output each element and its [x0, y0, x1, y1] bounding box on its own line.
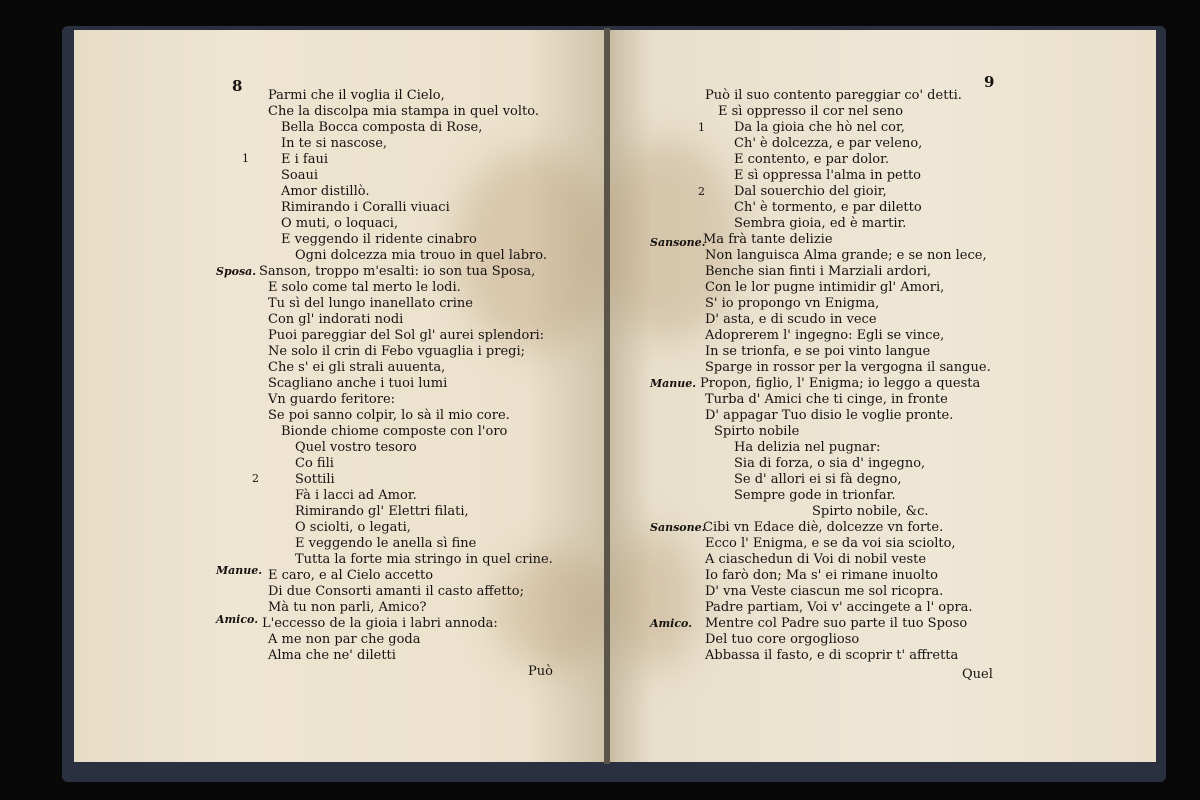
text-line: Sempre gode in trionfar. [734, 488, 896, 503]
text-line: Tu sì del lungo inanellato crine [268, 296, 473, 311]
speaker-label: Sansone. [650, 521, 706, 534]
text-line: Ecco l' Enigma, e se da voi sia sciolto, [705, 536, 956, 551]
text-line: Ma frà tante delizie [703, 232, 833, 247]
text-line: Sia di forza, o sia d' ingegno, [734, 456, 926, 471]
text-line: Ne solo il crin di Febo vguaglia i pregi; [268, 344, 526, 359]
text-line: E sì oppressa l'alma in petto [734, 168, 921, 183]
catchword-right: Quel [962, 667, 993, 682]
text-line: Adoprerem l' ingegno: Egli se vince, [705, 328, 945, 343]
text-line: Con gl' indorati nodi [268, 312, 404, 327]
text-line: Co fili [295, 456, 334, 471]
speaker-label: Sposa. [216, 265, 257, 278]
text-line: D' vna Veste ciascun me sol ricopra. [705, 584, 944, 599]
text-line: Parmi che il voglia il Cielo, [268, 88, 445, 103]
text-line: Bella Bocca composta di Rose, [281, 120, 483, 135]
page-number-left: 8 [232, 77, 243, 95]
text-line: Puoi pareggiar del Sol gl' aurei splendori: [268, 328, 545, 343]
text-line: E veggendo il ridente cinabro [281, 232, 477, 247]
text-line: A ciaschedun di Voi di nobil veste [705, 552, 927, 567]
text-line: E caro, e al Cielo accetto [268, 568, 434, 583]
page-number-right: 9 [984, 73, 995, 91]
text-line: Cibi vn Edace diè, dolcezze vn forte. [703, 520, 944, 535]
text-line: Ch' è tormento, e par diletto [734, 200, 922, 215]
text-line: Ch' è dolcezza, e par veleno, [734, 136, 923, 151]
text-line: Se poi sanno colpir, lo sà il mio core. [268, 408, 510, 423]
text-line: Mentre col Padre suo parte il tuo Sposo [705, 616, 968, 631]
text-line: Tutta la forte mia stringo in quel crine. [295, 552, 553, 567]
margin-mark: 1 [698, 121, 705, 134]
text-line: Sottili [295, 472, 335, 487]
text-line: Può il suo contento pareggiar co' detti. [705, 88, 962, 103]
text-line: D' appagar Tuo disio le voglie pronte. [705, 408, 954, 423]
text-line: Sembra gioia, ed è martir. [734, 216, 907, 231]
text-line: E i faui [281, 152, 329, 167]
text-line: Benche sian finti i Marziali ardori, [705, 264, 932, 279]
text-line: O sciolti, o legati, [295, 520, 411, 535]
text-line: In se trionfa, e se poi vinto langue [705, 344, 931, 359]
text-line: Se d' allori ei si fà degno, [734, 472, 902, 487]
text-line: Vn guardo feritore: [268, 392, 396, 407]
text-line: S' io propongo vn Enigma, [705, 296, 880, 311]
text-line: Sanson, troppo m'esalti: io son tua Sposa, [259, 264, 536, 279]
text-line: Del tuo core orgoglioso [705, 632, 860, 647]
text-line: E veggendo le anella sì fine [295, 536, 477, 551]
text-line: E sì oppresso il cor nel seno [718, 104, 904, 119]
text-line: Da la gioia che hò nel cor, [734, 120, 905, 135]
margin-mark: 2 [698, 185, 705, 198]
text-line: E contento, e par dolor. [734, 152, 890, 167]
text-line: Spirto nobile, &c. [812, 504, 929, 519]
margin-mark: 1 [242, 152, 249, 165]
text-line: Ha delizia nel pugnar: [734, 440, 881, 455]
text-line: Quel vostro tesoro [295, 440, 417, 455]
speaker-label: Manue. [216, 564, 263, 577]
text-line: Scagliano anche i tuoi lumi [268, 376, 448, 391]
text-line: Fà i lacci ad Amor. [295, 488, 417, 503]
text-line: Turba d' Amici che ti cinge, in fronte [705, 392, 948, 407]
speaker-label: Amico. [650, 617, 693, 630]
text-line: Dal souerchio del gioir, [734, 184, 887, 199]
text-line: Rimirando i Coralli viuaci [281, 200, 450, 215]
book-gutter [604, 28, 610, 764]
text-line: Sparge in rossor per la vergogna il sangue. [705, 360, 991, 375]
text-line: Spirto nobile [714, 424, 800, 439]
speaker-label: Sansone. [650, 236, 706, 249]
text-line: Non languisca Alma grande; e se non lece, [705, 248, 987, 263]
text-line: E solo come tal merto le lodi. [268, 280, 461, 295]
text-line: Amor distillò. [281, 184, 370, 199]
text-line: A me non par che goda [268, 632, 421, 647]
text-line: Che la discolpa mia stampa in quel volto. [268, 104, 539, 119]
text-line: Io farò don; Ma s' ei rimane inuolto [705, 568, 939, 583]
text-line: Di due Consorti amanti il casto affetto; [268, 584, 524, 599]
text-line: Padre partiam, Voi v' accingete a l' opra. [705, 600, 973, 615]
text-line: Soaui [281, 168, 319, 183]
text-line: Bionde chiome composte con l'oro [281, 424, 508, 439]
text-line: Propon, figlio, l' Enigma; io leggo a questa [700, 376, 981, 391]
text-line: Rimirando gl' Elettri filati, [295, 504, 469, 519]
speaker-label: Manue. [650, 377, 697, 390]
text-line: O muti, o loquaci, [281, 216, 399, 231]
text-line: Che s' ei gli strali auuenta, [268, 360, 446, 375]
catchword-left: Può [528, 664, 553, 679]
text-line: Alma che ne' diletti [268, 648, 396, 663]
text-line: L'eccesso de la gioia i labri annoda: [262, 616, 498, 631]
text-line: Con le lor pugne intimidir gl' Amori, [705, 280, 945, 295]
text-line: Ogni dolcezza mia trouo in quel labro. [295, 248, 547, 263]
text-line: Mà tu non parli, Amico? [268, 600, 427, 615]
text-line: D' asta, e di scudo in vece [705, 312, 877, 327]
margin-mark: 2 [252, 472, 259, 485]
speaker-label: Amico. [216, 613, 259, 626]
text-line: Abbassa il fasto, e di scoprir t' affretta [705, 648, 959, 663]
text-line: In te si nascose, [281, 136, 388, 151]
